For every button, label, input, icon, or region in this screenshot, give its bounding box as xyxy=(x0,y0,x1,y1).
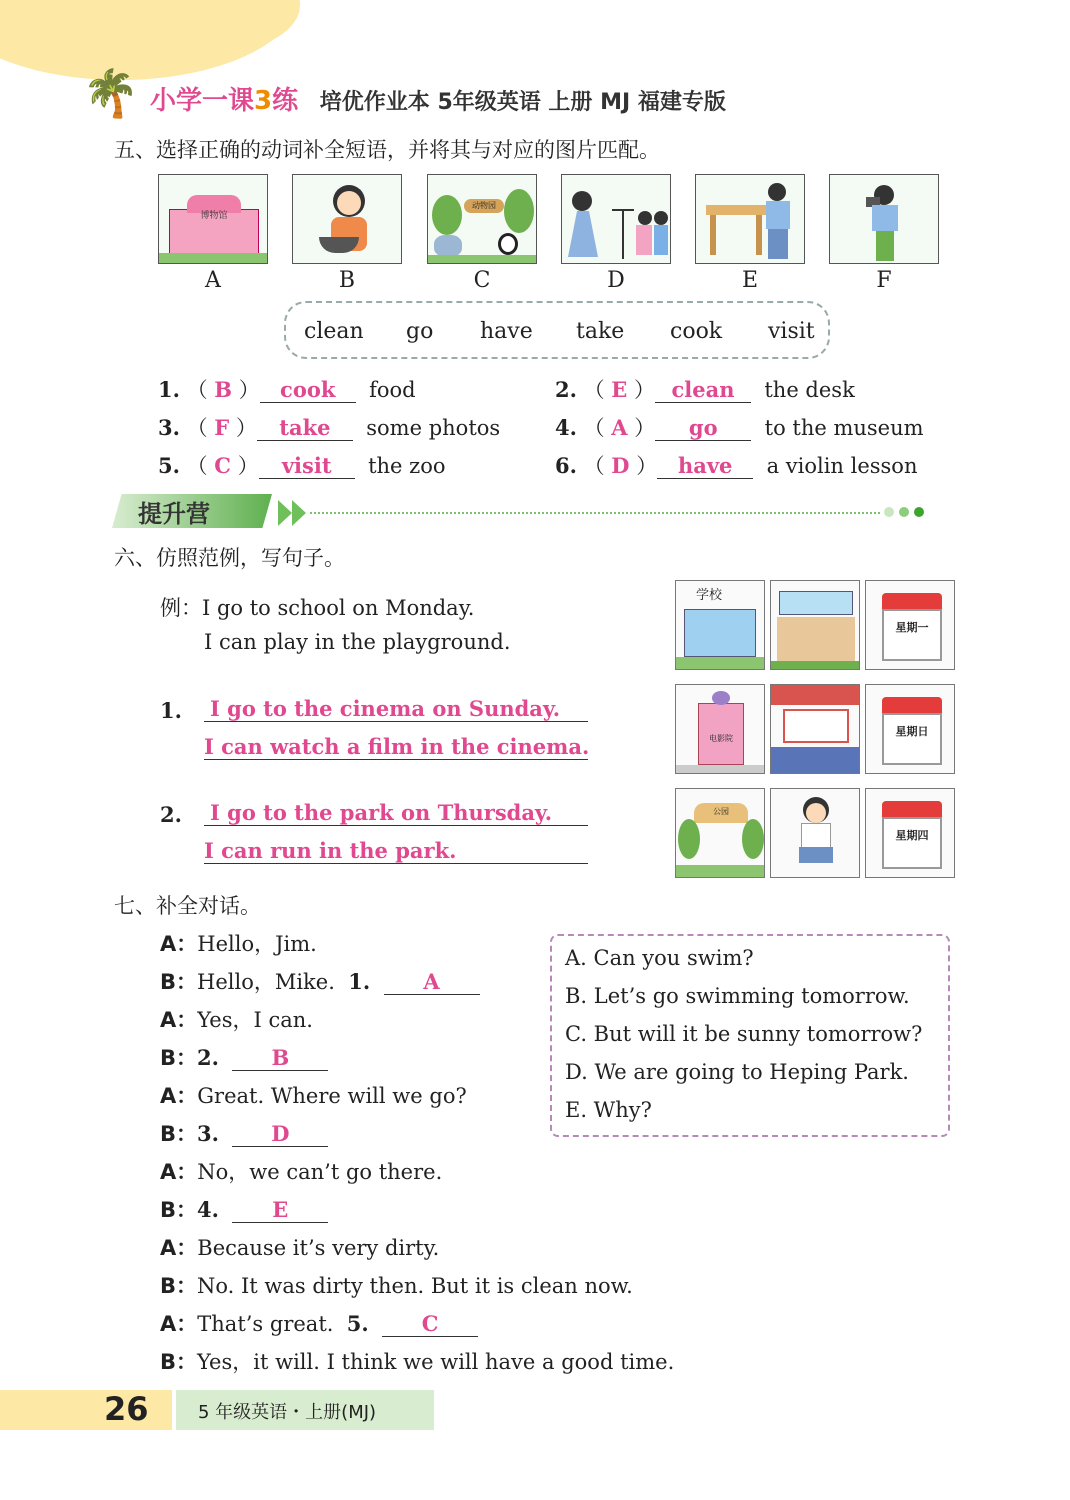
picture-label-c: C xyxy=(473,268,491,293)
thumb-boy-running xyxy=(770,788,860,878)
book-header xyxy=(150,80,726,117)
picture-label-b: B xyxy=(338,268,356,293)
option-item: B. Let’s go swimming tomorrow. xyxy=(565,984,910,1008)
word-bank-item: clean xyxy=(304,319,364,344)
question-5-6: 6. （ D ） have a violin lesson xyxy=(555,453,918,478)
section5-title: 五、选择正确的动词补全短语，并将其与对应的图片匹配。 xyxy=(114,138,660,162)
cinema-sign: 电影院 xyxy=(709,734,733,743)
answer-verb: go xyxy=(655,415,751,441)
thumb-park xyxy=(675,788,765,878)
question-5-5: 5. （ C ） visit the zoo xyxy=(158,453,446,478)
thumb-cinema xyxy=(675,684,765,774)
question-5-3: 3. （ F ） take some photos xyxy=(158,415,501,440)
page-number: 26 xyxy=(104,1390,149,1428)
dialogue-line: B：Hello，Mike. 1. A xyxy=(160,966,480,996)
zoo-sign: 动物园 xyxy=(472,201,496,210)
dialogue-answer-blank: B xyxy=(232,1045,328,1071)
footer-book-title: 5 年级英语・上册(MJ) xyxy=(198,1402,377,1423)
thumb-playground xyxy=(770,580,860,670)
museum-sign: 博物馆 xyxy=(200,211,228,221)
banner-arrow-icon xyxy=(278,500,292,526)
thumb-cinema-screen xyxy=(770,684,860,774)
park-sign: 公园 xyxy=(713,807,729,816)
word-bank-item: have xyxy=(480,319,533,344)
question-5-1: 1. （ B ） cook food xyxy=(158,377,416,402)
palm-tree-icon: 🌴 xyxy=(82,66,140,120)
word-bank-item: take xyxy=(576,319,625,344)
section6-title: 六、仿照范例，写句子。 xyxy=(114,546,345,570)
calendar-day: 星期日 xyxy=(895,725,929,738)
picture-e-clean-desk xyxy=(695,174,805,264)
question-5-4: 4. （ A ） go to the museum xyxy=(555,415,924,440)
option-item: C. But will it be sunny tomorrow? xyxy=(565,1022,923,1046)
word-bank-item: cook xyxy=(670,319,723,344)
dialogue-line: A：No，we can’t go there. xyxy=(160,1160,443,1184)
dialogue-line: B：Yes，it will. I think we will have a good time. xyxy=(160,1350,675,1374)
book-subtitle: 培优作业本 5年级英语 上册 MJ 福建专版 xyxy=(319,90,726,115)
answer-line: I can run in the park. xyxy=(204,838,588,864)
dialogue-answer-blank: E xyxy=(232,1197,328,1223)
example-line-1: 例：I go to school on Monday. xyxy=(160,596,475,620)
school-sign: 学校 xyxy=(696,588,723,603)
option-item: A. Can you swim? xyxy=(565,946,754,970)
dialogue-line: A：Hello，Jim. xyxy=(160,932,317,956)
brand-logo: 小学一课3练 xyxy=(150,86,299,116)
answer-line: I can watch a film in the cinema. xyxy=(204,734,590,759)
dialogue-line: B：2. B xyxy=(160,1042,328,1072)
answer-verb: visit xyxy=(259,453,355,479)
picture-b-girl-cooking xyxy=(292,174,402,264)
answer-line: I go to the park on Thursday. xyxy=(204,800,588,826)
dialogue-line: B：No. It was dirty then. But it is clean now. xyxy=(160,1274,633,1298)
dialogue-line: B：4. E xyxy=(160,1194,328,1224)
dialogue-line: A：Because it’s very dirty. xyxy=(160,1236,440,1260)
calendar-day: 星期四 xyxy=(895,829,929,842)
section7-title: 七、补全对话。 xyxy=(114,894,261,918)
dialogue-answer-blank: D xyxy=(232,1121,328,1147)
picture-f-take-photos xyxy=(829,174,939,264)
answer-verb: have xyxy=(657,453,753,479)
picture-label-f: F xyxy=(876,268,892,293)
answer-letter: D xyxy=(611,453,630,478)
picture-label-a: A xyxy=(205,268,221,293)
question-5-2: 2. （ E ） clean the desk xyxy=(555,377,855,402)
dialogue-line: A：Yes，I can. xyxy=(160,1008,313,1032)
answer-line: I go to the cinema on Sunday. xyxy=(204,696,588,722)
option-item: D. We are going to Heping Park. xyxy=(565,1060,909,1084)
item-2-number: 2. xyxy=(160,802,182,827)
picture-c-zoo xyxy=(427,174,537,264)
thumb-school xyxy=(675,580,765,670)
example-line-2: I can play in the playground. xyxy=(204,630,511,654)
banner-arrow-icon xyxy=(292,500,306,526)
item-1-number: 1. xyxy=(160,698,182,723)
picture-d-violin-lesson xyxy=(561,174,671,264)
answer-letter: E xyxy=(611,377,628,402)
banner-dot-icon xyxy=(884,507,894,517)
answer-letter: C xyxy=(214,453,232,478)
calendar-icon xyxy=(865,684,955,774)
answer-letter: F xyxy=(214,415,230,440)
picture-label-d: D xyxy=(607,268,625,293)
picture-a-museum xyxy=(158,174,268,264)
calendar-day: 星期一 xyxy=(895,621,929,634)
banner-dot-icon xyxy=(914,507,924,517)
picture-label-e: E xyxy=(741,268,759,293)
word-bank xyxy=(284,301,830,359)
answer-verb: take xyxy=(257,415,353,441)
answer-verb: cook xyxy=(260,377,356,403)
banner-dot-icon xyxy=(899,507,909,517)
banner-dotted-divider xyxy=(310,512,880,514)
calendar-icon xyxy=(865,788,955,878)
answer-verb: clean xyxy=(655,377,751,403)
dialogue-line: A：Great. Where will we go? xyxy=(160,1084,467,1108)
banner-label: 提升营 xyxy=(138,500,210,528)
dialogue-answer-blank: C xyxy=(382,1311,478,1337)
dialogue-line: B：3. D xyxy=(160,1118,328,1148)
dialogue-line: A：That’s great. 5. C xyxy=(160,1308,478,1338)
dialogue-answer-blank: A xyxy=(384,969,480,995)
word-bank-item: go xyxy=(406,319,434,344)
answer-letter: A xyxy=(611,415,628,440)
calendar-icon xyxy=(865,580,955,670)
answer-letter: B xyxy=(214,377,233,402)
word-bank-item: visit xyxy=(768,319,815,344)
option-item: E. Why? xyxy=(565,1098,652,1122)
